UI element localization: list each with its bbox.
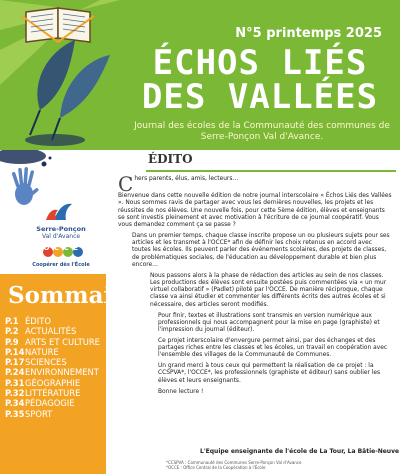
ink-splash — [0, 150, 52, 167]
edito-paragraph: Ce projet interscolaire d'envergure permet ainsi, par des échanges et des partages riches entre les classes et les écoles, un travail en coopération avec l'ensemble des villages de la Communauté de Communes. — [158, 337, 388, 359]
footnotes — [166, 460, 301, 470]
community-name-line-2: Val d'Avance — [41, 233, 81, 240]
dropcap: C — [118, 172, 134, 196]
sommaire-list — [5, 316, 100, 419]
sommaire-item[interactable]: P.32 LITTÉRATURE — [5, 388, 81, 399]
edito-heading: ÉDITO — [148, 152, 193, 166]
occe-letters: OCCE — [43, 244, 83, 252]
sommaire-item[interactable]: P.35 SPORT — [5, 408, 53, 419]
edito-paragraph: Dans un premier temps, chaque classe inscrite propose un ou plusieurs sujets pour ses articles et les transmet à l'OCCE* afin de définir les choix retenus en accord avec toutes les écoles. Ils peuvent parler des événements scolaires, des projets de classes, de problématiques sociales, de l'éducation au développement durable et bien plus encore… — [132, 232, 390, 268]
title-line-2: DES VALLÉES — [141, 77, 379, 117]
sommaire-item[interactable]: P.34 PÉDAGOGIE — [5, 398, 75, 409]
occe-logo — [6, 224, 116, 270]
sommaire-item[interactable]: P.24 ENVIRONNEMENT — [5, 367, 99, 378]
occe-caption: Coopérer dès l'École — [32, 262, 90, 268]
edito-paragraph: Un grand merci à tous ceux qui permettent la réalisation de ce projet : la CCSPVA*, l'OCCE*, les professionnels (graphiste et éditeur) sans oublier les élèves et leurs enseignants. — [158, 363, 381, 384]
sommaire-panel — [0, 274, 140, 474]
sommaire-item[interactable]: P.9 ARTS ET CULTURE — [5, 336, 100, 347]
title-line-1: ÉCHOS LIÉS — [152, 43, 368, 83]
sommaire-item[interactable]: P.14 NATURE — [5, 346, 59, 357]
community-name-line-1: Serre-Ponçon — [36, 225, 86, 233]
sommaire-item[interactable]: P.2 ACTUALITÉS — [5, 326, 77, 337]
footnote: *CCSPVA : Communauté des Communes Serre-Ponçon Val d'Avance — [166, 460, 302, 465]
header-banner — [0, 0, 400, 150]
journal-title — [130, 43, 390, 117]
edito-paragraph: Nous passons alors à la phase de rédaction des articles au sein de nos classes. Les productions des élèves sont ensuite postées puis commentées via « un mur virtuel collaboratif » (Padlet) piloté par l'OCCE. De manière réciproque, chaque classe va ainsi étudier et commenter les différents écrits des autres écoles et si nécessaire, des articles seront modifiés. — [150, 272, 387, 308]
edito-greeting: Chers parents, élus, amis, lecteurs… — [118, 172, 239, 196]
footnote: *OCCE : Office Central de la Coopération à l'École — [166, 465, 266, 470]
edito-signature: L'Equipe enseignante de l'école de La Tour, La Bâtie-Neuve — [200, 448, 400, 455]
sommaire-item[interactable]: P.31 GÉOGRAPHIE — [5, 377, 81, 388]
sommaire-item[interactable]: P.17 SCIENCES — [5, 357, 67, 368]
edito-paragraph: Pour finir, textes et illustrations sont transmis en version numérique aux professionnels qui nous accompagnent pour la mise en page (graphiste) et l'impression du journal (éditeur). — [158, 312, 380, 334]
sommaire-title: Sommaire — [8, 282, 140, 309]
community-logo-mark — [6, 196, 116, 226]
edito-paragraph: Bienvenue dans cette nouvelle édition de notre journal interscolaire « Échos Liés des Vallées ». Nous sommes ravis de partager avec vous les dernières nouvelles, les projets et les réussites de nos élèves. Une nouvelle fois, pour cette 5ème édition, élèves et enseignants se sont investis pleinement et avec motivation à l'écriture de ce journal coopératif. Vous vous demandez comment ça se passe ? — [118, 193, 392, 228]
open-book-icon — [22, 8, 94, 42]
edito-closing: Bonne lecture ! — [158, 388, 204, 395]
edito-body — [118, 172, 392, 466]
journal-subtitle: Journal des écoles de la Communauté des communes de Serre-Ponçon Val d'Avance. — [134, 121, 390, 142]
quill-pen-icon — [25, 40, 110, 146]
issue-label: N°5 printemps 2025 — [235, 26, 382, 41]
sommaire-item[interactable]: P.1 ÉDITO — [5, 316, 51, 326]
edito-underline — [146, 170, 396, 172]
